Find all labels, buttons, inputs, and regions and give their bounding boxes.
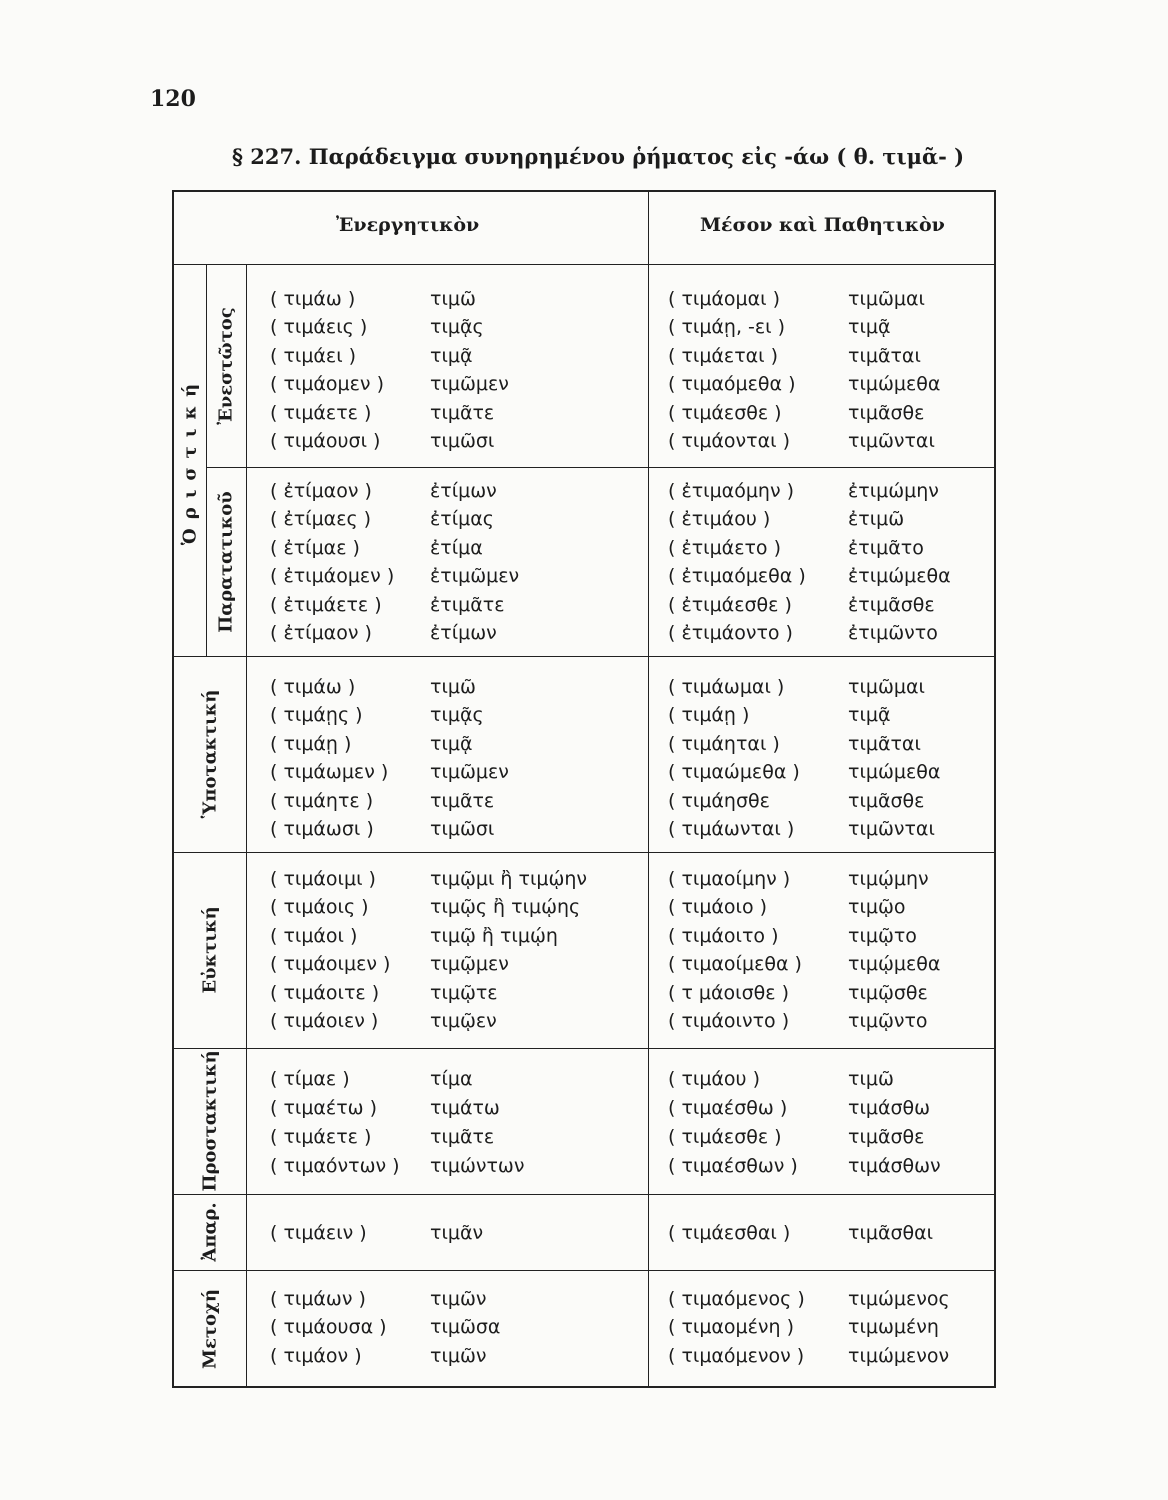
- active-contracted-form: τιμᾷς: [430, 316, 484, 339]
- active-contracted-form: τιμᾷ: [430, 344, 473, 367]
- present-row: [174, 375, 994, 397]
- active-uncontracted-form: ( τιμάοιμι ): [270, 868, 376, 890]
- middle-contracted-form: τιμῶμαι: [848, 288, 925, 310]
- imperfect-row: [174, 536, 994, 561]
- active-contracted-form: τιμῶμεν: [430, 373, 509, 396]
- infinitive-row: [174, 1224, 994, 1246]
- middle-uncontracted-form: ( τιμάου ): [668, 1068, 761, 1090]
- active-uncontracted-form: ( τιμάων ): [270, 1288, 366, 1310]
- middle-contracted-form: τιμώμενος: [848, 1288, 950, 1310]
- active-contracted-form: τιμᾷ: [430, 732, 473, 755]
- middle-contracted-form: τιμώμεθα: [848, 761, 941, 784]
- active-uncontracted-form: ( ἐτιμάετε ): [270, 593, 382, 616]
- middle-uncontracted-form: ( τιμαέσθων ): [668, 1155, 798, 1177]
- active-uncontracted-form: ( τιμάει ): [270, 344, 357, 367]
- middle-contracted-form: τιμᾷ: [848, 704, 891, 727]
- middle-contracted-form: τιμῷσθε: [848, 981, 928, 1004]
- active-contracted-form: τιμῷεν: [430, 1010, 497, 1032]
- active-contracted-form: ἐτιμῶμεν: [430, 565, 520, 588]
- active-uncontracted-form: ( τιμάῃ ): [270, 732, 352, 755]
- active-uncontracted-form: ( τιμάῃς ): [270, 704, 363, 727]
- active-contracted-form: τιμᾶτε: [430, 401, 495, 424]
- active-uncontracted-form: ( τιμάοιμεν ): [270, 953, 391, 976]
- imperfect-row: [174, 593, 994, 618]
- middle-passive-column-header: Μέσον καὶ Παθητικὸν: [700, 214, 945, 236]
- middle-contracted-form: ἐτιμώμεθα: [848, 565, 951, 588]
- middle-contracted-form: τιμᾶσθαι: [848, 1222, 934, 1244]
- active-uncontracted-form: ( τιμάουσα ): [270, 1316, 387, 1339]
- active-contracted-form: τίμα: [430, 1068, 473, 1090]
- middle-contracted-form: τιμᾶσθε: [848, 1126, 925, 1148]
- voice-column-rule: [648, 192, 649, 1388]
- active-uncontracted-form: ( ἐτίμαε ): [270, 536, 360, 559]
- middle-contracted-form: τιμῶνται: [848, 818, 935, 840]
- imperative-row: [174, 1157, 994, 1179]
- active-uncontracted-form: ( ἐτίμαον ): [270, 622, 372, 644]
- middle-contracted-form: τιμῶμαι: [848, 676, 925, 698]
- section-heading: § 227. Παράδειγμα συνηρημένου ῥήματος εἰς -άω ( θ. τιμᾶ- ): [232, 144, 965, 169]
- middle-uncontracted-form: ( τιμάονται ): [668, 430, 791, 452]
- active-contracted-form: τιμῶσι: [430, 818, 495, 840]
- middle-contracted-form: τιμᾶσθε: [848, 789, 925, 812]
- middle-contracted-form: τιμῷντο: [848, 1010, 928, 1032]
- middle-contracted-form: τιμωμένη: [848, 1316, 939, 1339]
- present-imperfect-rule: [206, 467, 994, 468]
- indicative-label: Ὁριστική: [179, 374, 201, 546]
- active-uncontracted-form: ( τιμάωσι ): [270, 818, 374, 840]
- active-contracted-form: τιμῶμεν: [430, 761, 509, 784]
- active-contracted-form: τιμῶ: [430, 676, 476, 698]
- active-contracted-form: τιμάτω: [430, 1097, 500, 1119]
- imperfect-row: [174, 510, 994, 532]
- active-contracted-form: τιμᾶτε: [430, 789, 495, 812]
- subjunctive-row: [174, 789, 994, 814]
- infinitive-label: Ἀπαρ.: [199, 1202, 221, 1262]
- active-uncontracted-form: ( ἐτιμάομεν ): [270, 565, 395, 588]
- active-uncontracted-form: ( τιμάετε ): [270, 1126, 372, 1148]
- active-contracted-form: ἐτίμα: [430, 536, 483, 559]
- imperfect-row: [174, 567, 994, 589]
- optative-row: [174, 870, 994, 892]
- imperative-row: [174, 1070, 994, 1092]
- middle-uncontracted-form: ( τιμαόμενον ): [668, 1344, 805, 1367]
- conjugation-table: [172, 190, 996, 1388]
- optative-row: [174, 955, 994, 977]
- active-uncontracted-form: ( τιμαέτω ): [270, 1097, 378, 1119]
- active-contracted-form: ἐτίμων: [430, 622, 497, 644]
- active-contracted-form: τιμῷμεν: [430, 953, 509, 976]
- active-contracted-form: τιμῷς ἢ τιμῴης: [430, 896, 581, 919]
- active-uncontracted-form: ( τιμάω ): [270, 288, 356, 310]
- active-uncontracted-form: ( τιμάωμεν ): [270, 761, 389, 784]
- middle-contracted-form: τιμῷο: [848, 896, 906, 919]
- participle-row: [174, 1290, 994, 1312]
- active-contracted-form: τιμῶν: [430, 1344, 487, 1367]
- middle-contracted-form: τιμᾶσθε: [848, 401, 925, 424]
- imperfect-row: [174, 482, 994, 504]
- page-number: 120: [150, 86, 196, 112]
- active-uncontracted-form: ( τιμάοις ): [270, 896, 369, 919]
- participle-label: Μετοχή: [199, 1289, 221, 1369]
- middle-contracted-form: τιμῴμην: [848, 868, 929, 890]
- active-uncontracted-form: ( τιμάουσι ): [270, 430, 381, 452]
- active-contracted-form: τιμᾶτε: [430, 1126, 495, 1148]
- subjunctive-optative-rule: [174, 852, 994, 853]
- middle-contracted-form: τιμώμεθα: [848, 373, 941, 396]
- optative-imperative-rule: [174, 1048, 994, 1049]
- active-uncontracted-form: ( τιμάοιτε ): [270, 981, 380, 1004]
- active-contracted-form: τιμᾷς: [430, 704, 484, 727]
- active-column-header: Ἐνεργητικὸν: [336, 214, 480, 236]
- active-contracted-form: τιμῶν: [430, 1288, 487, 1310]
- middle-uncontracted-form: ( τιμάοιο ): [668, 896, 768, 919]
- middle-contracted-form: τιμῶ: [848, 1068, 894, 1090]
- imperative-label: Προστακτική: [199, 1050, 221, 1192]
- middle-contracted-form: ἐτιμώμην: [848, 480, 939, 502]
- active-contracted-form: τιμῷτε: [430, 981, 498, 1004]
- middle-uncontracted-form: ( τιμάῃ ): [668, 704, 750, 727]
- present-row: [174, 432, 994, 454]
- active-uncontracted-form: ( τιμάον ): [270, 1344, 362, 1367]
- imperfect-label: Παρατατικοῦ: [215, 491, 237, 633]
- middle-contracted-form: ἐτιμῶντο: [848, 622, 938, 644]
- active-uncontracted-form: ( τιμάειν ): [270, 1222, 367, 1244]
- subjunctive-row: [174, 678, 994, 700]
- imperative-row: [174, 1099, 994, 1121]
- middle-uncontracted-form: ( τιμάωνται ): [668, 818, 795, 840]
- active-uncontracted-form: ( τιμάω ): [270, 676, 356, 698]
- middle-uncontracted-form: ( τιμαοίμην ): [668, 868, 791, 890]
- middle-uncontracted-form: ( τιμάεσθαι ): [668, 1222, 791, 1244]
- middle-contracted-form: τιμώμενον: [848, 1344, 950, 1367]
- optative-row: [174, 1012, 994, 1034]
- middle-contracted-form: ἐτιμᾶσθε: [848, 593, 935, 616]
- infinitive-participle-rule: [174, 1270, 994, 1271]
- middle-contracted-form: τιμᾶται: [848, 344, 921, 367]
- active-contracted-form: τιμᾶν: [430, 1222, 484, 1244]
- indicative-subjunctive-rule: [174, 656, 994, 657]
- active-contracted-form: ἐτίμων: [430, 480, 497, 502]
- present-label: Ἐνεστῶτος: [215, 307, 237, 425]
- active-contracted-form: τιμῶ: [430, 288, 476, 310]
- active-contracted-form: ἐτίμας: [430, 508, 494, 531]
- active-contracted-form: τιμῶσι: [430, 430, 495, 452]
- middle-uncontracted-form: ( τιμάεται ): [668, 344, 779, 367]
- middle-contracted-form: τιμῷτο: [848, 924, 917, 947]
- optative-row: [174, 981, 994, 1006]
- middle-contracted-form: τιμᾶται: [848, 732, 921, 755]
- middle-contracted-form: τιμᾷ: [848, 316, 891, 339]
- middle-contracted-form: τιμάσθων: [848, 1155, 941, 1177]
- active-uncontracted-form: ( τίμαε ): [270, 1068, 350, 1090]
- present-row: [174, 290, 994, 312]
- active-contracted-form: τιμῷ ἢ τιμῴη: [430, 924, 558, 947]
- middle-uncontracted-form: ( τιμάησθε: [668, 789, 770, 812]
- active-uncontracted-form: ( τιμάεις ): [270, 316, 368, 339]
- middle-uncontracted-form: ( ἐτιμάου ): [668, 508, 771, 531]
- middle-uncontracted-form: ( τ μάοισθε ): [668, 981, 789, 1004]
- middle-uncontracted-form: ( τιμάοιντο ): [668, 1010, 790, 1032]
- subjunctive-row: [174, 706, 994, 728]
- middle-uncontracted-form: ( τιμαέσθω ): [668, 1097, 788, 1119]
- middle-contracted-form: τιμάσθω: [848, 1097, 931, 1119]
- middle-uncontracted-form: ( τιμάομαι ): [668, 288, 781, 310]
- optative-label: Εὐκτική: [199, 906, 221, 994]
- active-uncontracted-form: ( τιμάοιεν ): [270, 1010, 379, 1032]
- subjunctive-row: [174, 820, 994, 842]
- middle-uncontracted-form: ( τιμάηται ): [668, 732, 780, 755]
- present-row: [174, 318, 994, 340]
- middle-uncontracted-form: ( τιμαόμενος ): [668, 1288, 805, 1310]
- middle-uncontracted-form: ( ἐτιμάοντο ): [668, 622, 793, 644]
- subjunctive-row: [174, 732, 994, 757]
- middle-uncontracted-form: ( τιμαομένη ): [668, 1316, 795, 1339]
- active-uncontracted-form: ( ἐτίμαον ): [270, 480, 372, 502]
- active-uncontracted-form: ( τιμάοι ): [270, 924, 358, 947]
- middle-uncontracted-form: ( τιμάῃ, -ει ): [668, 316, 786, 339]
- participle-row: [174, 1318, 994, 1340]
- active-uncontracted-form: ( τιμάετε ): [270, 401, 372, 424]
- middle-contracted-form: ἐτιμᾶτο: [848, 536, 924, 559]
- middle-uncontracted-form: ( ἐτιμαόμεθα ): [668, 565, 806, 588]
- middle-contracted-form: τιμῴμεθα: [848, 953, 941, 976]
- imperative-infinitive-rule: [174, 1194, 994, 1195]
- header-rule: [174, 264, 994, 265]
- middle-uncontracted-form: ( τιμάωμαι ): [668, 676, 785, 698]
- subjunctive-label: Ὑποτακτική: [199, 689, 221, 819]
- middle-uncontracted-form: ( τιμαώμεθα ): [668, 761, 800, 784]
- middle-uncontracted-form: ( ἐτιμαόμην ): [668, 480, 795, 502]
- participle-row: [174, 1344, 994, 1369]
- optative-row: [174, 924, 994, 949]
- active-contracted-form: τιμώντων: [430, 1155, 525, 1177]
- active-contracted-form: τιμῷμι ἢ τιμῴην: [430, 868, 588, 890]
- present-row: [174, 401, 994, 426]
- imperfect-row: [174, 624, 994, 646]
- optative-row: [174, 898, 994, 920]
- middle-uncontracted-form: ( τιμαοίμεθα ): [668, 953, 802, 976]
- active-uncontracted-form: ( τιμαόντων ): [270, 1155, 400, 1177]
- middle-uncontracted-form: ( τιμάεσθε ): [668, 401, 782, 424]
- subjunctive-row: [174, 763, 994, 785]
- active-uncontracted-form: ( τιμάομεν ): [270, 373, 384, 396]
- active-uncontracted-form: ( ἐτίμαες ): [270, 508, 372, 531]
- active-contracted-form: τιμῶσα: [430, 1316, 501, 1339]
- active-contracted-form: ἐτιμᾶτε: [430, 593, 505, 616]
- middle-uncontracted-form: ( ἐτιμάεσθε ): [668, 593, 792, 616]
- middle-uncontracted-form: ( ἐτιμάετο ): [668, 536, 781, 559]
- middle-contracted-form: ἐτιμῶ: [848, 508, 905, 531]
- active-uncontracted-form: ( τιμάητε ): [270, 789, 374, 812]
- imperative-row: [174, 1128, 994, 1150]
- present-row: [174, 344, 994, 369]
- middle-uncontracted-form: ( τιμάεσθε ): [668, 1126, 782, 1148]
- middle-uncontracted-form: ( τιμάοιτο ): [668, 924, 779, 947]
- middle-contracted-form: τιμῶνται: [848, 430, 935, 452]
- middle-uncontracted-form: ( τιμαόμεθα ): [668, 373, 796, 396]
